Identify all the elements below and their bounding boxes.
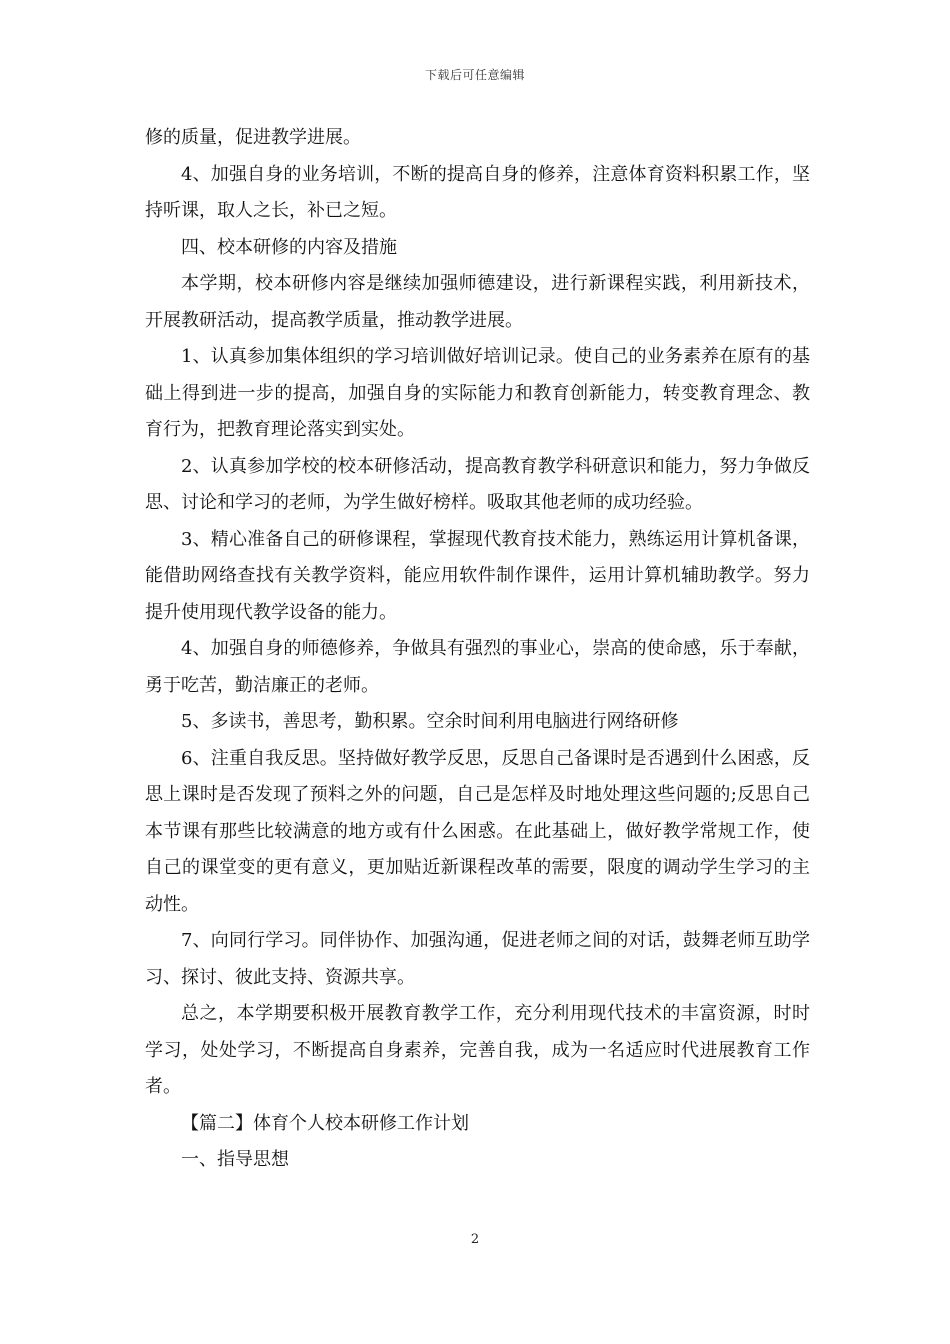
section-heading: 一、指导思想 — [181, 1149, 289, 1170]
paragraph-continuation: 修的质量，促进教学进展。 — [145, 127, 361, 148]
paragraph: 5、多读书，善思考，勤积累。空余时间利用电脑进行网络研修 — [181, 711, 679, 732]
page-header: 下载后可任意编辑 — [424, 68, 525, 82]
paragraph: 3、精心准备自己的研修课程，掌握现代教育技术能力，熟练运用计算机备课，能借助网络查找有关教学资料，能应用软件制作课件，运用计算机辅助教学。努力提升使用现代教学设备的能力。 — [145, 528, 810, 623]
paragraph: 本学期，校本研修内容是继续加强师德建设，进行新课程实践，利用新技术，开展教研活动，提高教学质量，推动教学进展。 — [145, 273, 810, 331]
paragraph: 4、加强自身的师德修养，争做具有强烈的事业心，崇高的使命感，乐于奉献，勇于吃苦，勤洁廉正的老师。 — [145, 638, 810, 696]
paragraph: 7、向同行学习。同伴协作、加强沟通，促进老师之间的对话，鼓舞老师互助学习、探讨、彼此支持、资源共享。 — [145, 930, 810, 988]
section-heading: 四、校本研修的内容及措施 — [181, 236, 397, 258]
paragraph: 4、加强自身的业务培训，不断的提高自身的修养，注意体育资料积累工作，坚持听课，取人之长，补已之短。 — [145, 163, 810, 221]
paragraph: 2、认真参加学校的校本研修活动，提高教育教学科研意识和能力，努力争做反思、讨论和学习的老师，为学生做好榜样。吸取其他老师的成功经验。 — [145, 455, 810, 513]
paragraph: 6、注重自我反思。坚持做好教学反思，反思自己备课时是否遇到什么困惑，反思上课时是否发现了预料之外的问题，自己是怎样及时地处理这些问题的;反思自己本节课有那些比较满意的地方或有什么困惑。在此基础上，做好教学常规工作，使自己的课堂变的更有意义，更加贴近新课程改革的需要，限度的调动学生学习的主动性。 — [145, 747, 810, 915]
paragraph: 总之，本学期要积极开展教育教学工作，充分利用现代技术的丰富资源，时时学习，处处学习，不断提高自身素养，完善自我，成为一名适应时代进展教育工作者。 — [145, 1003, 810, 1097]
section-heading: 【篇二】体育个人校本研修工作计划 — [181, 1112, 469, 1134]
paragraph: 1、认真参加集体组织的学习培训做好培训记录。使自己的业务素养在原有的基础上得到进一步的提高，加强自身的实际能力和教育创新能力，转变教育理念、教育行为，把教育理论落实到实处。 — [145, 346, 810, 440]
page-number: 2 — [470, 1232, 480, 1247]
document-body — [145, 120, 810, 1179]
